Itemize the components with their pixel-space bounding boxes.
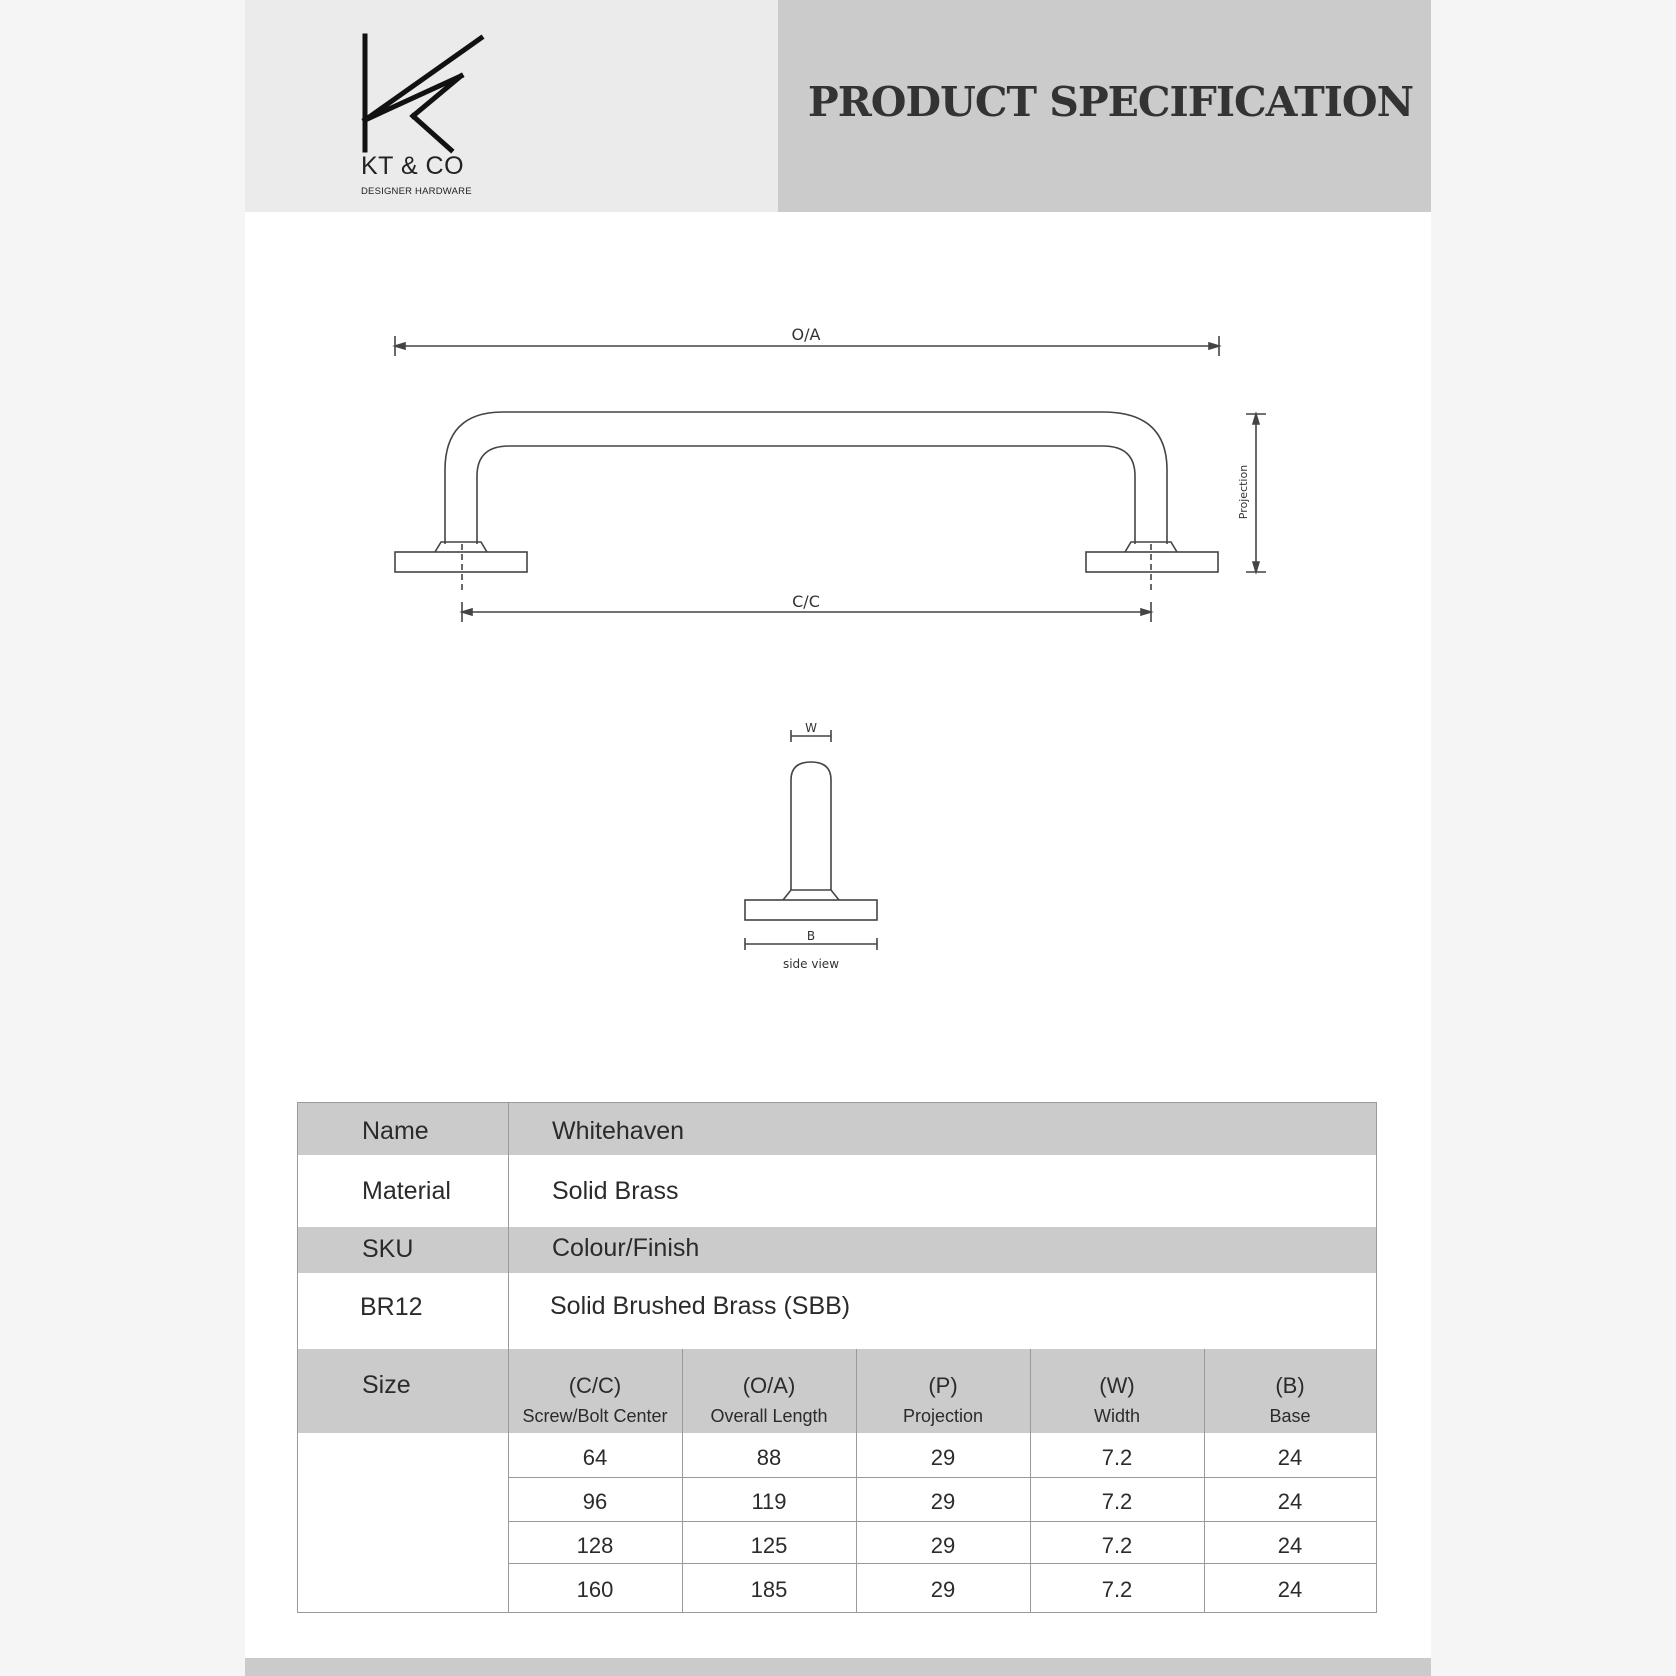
col-header-projection: (P) Projection	[902, 1373, 984, 1426]
col-header-base: (B) Base	[1269, 1373, 1311, 1426]
col-header-oa: (O/A) Overall Length	[710, 1373, 828, 1426]
projection-label: Projection	[1237, 464, 1250, 520]
spec-table: Name Whitehaven Material Solid Brass SKU Colour/Finish BR12 Solid Brushed Brass (SBB) Size (C/C) Screw/Bolt Center (O/A) Overall Length (P) Projection (W) Width (B) Base 64 88 29 7.2 24 96 119 29 7.2 24 128 125 29 7.2 24 160 185 29 7.2 24	[297, 1102, 1377, 1613]
technical-drawing	[245, 0, 1431, 1000]
brand-name: KT & CO	[361, 152, 465, 180]
spec-sheet-page	[245, 0, 1431, 1676]
cc-label: C/C	[792, 592, 820, 611]
sku-value: BR12	[360, 1293, 423, 1321]
sku-row	[298, 1227, 1376, 1273]
name-row	[298, 1103, 1376, 1155]
sku-label: SKU	[362, 1235, 414, 1263]
side-view-label: side view	[782, 957, 840, 971]
finish-label: Colour/Finish	[552, 1234, 700, 1262]
col-header-cc: (C/C) Screw/Bolt Center	[522, 1373, 668, 1426]
page-title: PRODUCT SPECIFICATION	[807, 78, 1414, 126]
name-value: Whitehaven	[552, 1117, 685, 1145]
col-header-width: (W) Width	[1093, 1373, 1140, 1426]
finish-value: Solid Brushed Brass (SBB)	[550, 1292, 851, 1320]
name-label: Name	[362, 1117, 429, 1145]
base-label: B	[806, 929, 816, 943]
brand-tagline: DESIGNER HARDWARE	[361, 186, 472, 197]
material-value: Solid Brass	[552, 1177, 679, 1205]
footer-bar	[245, 1658, 1431, 1676]
width-label: W	[805, 721, 817, 735]
material-label: Material	[362, 1177, 451, 1205]
size-label: Size	[362, 1371, 411, 1399]
oa-label: O/A	[791, 325, 821, 344]
